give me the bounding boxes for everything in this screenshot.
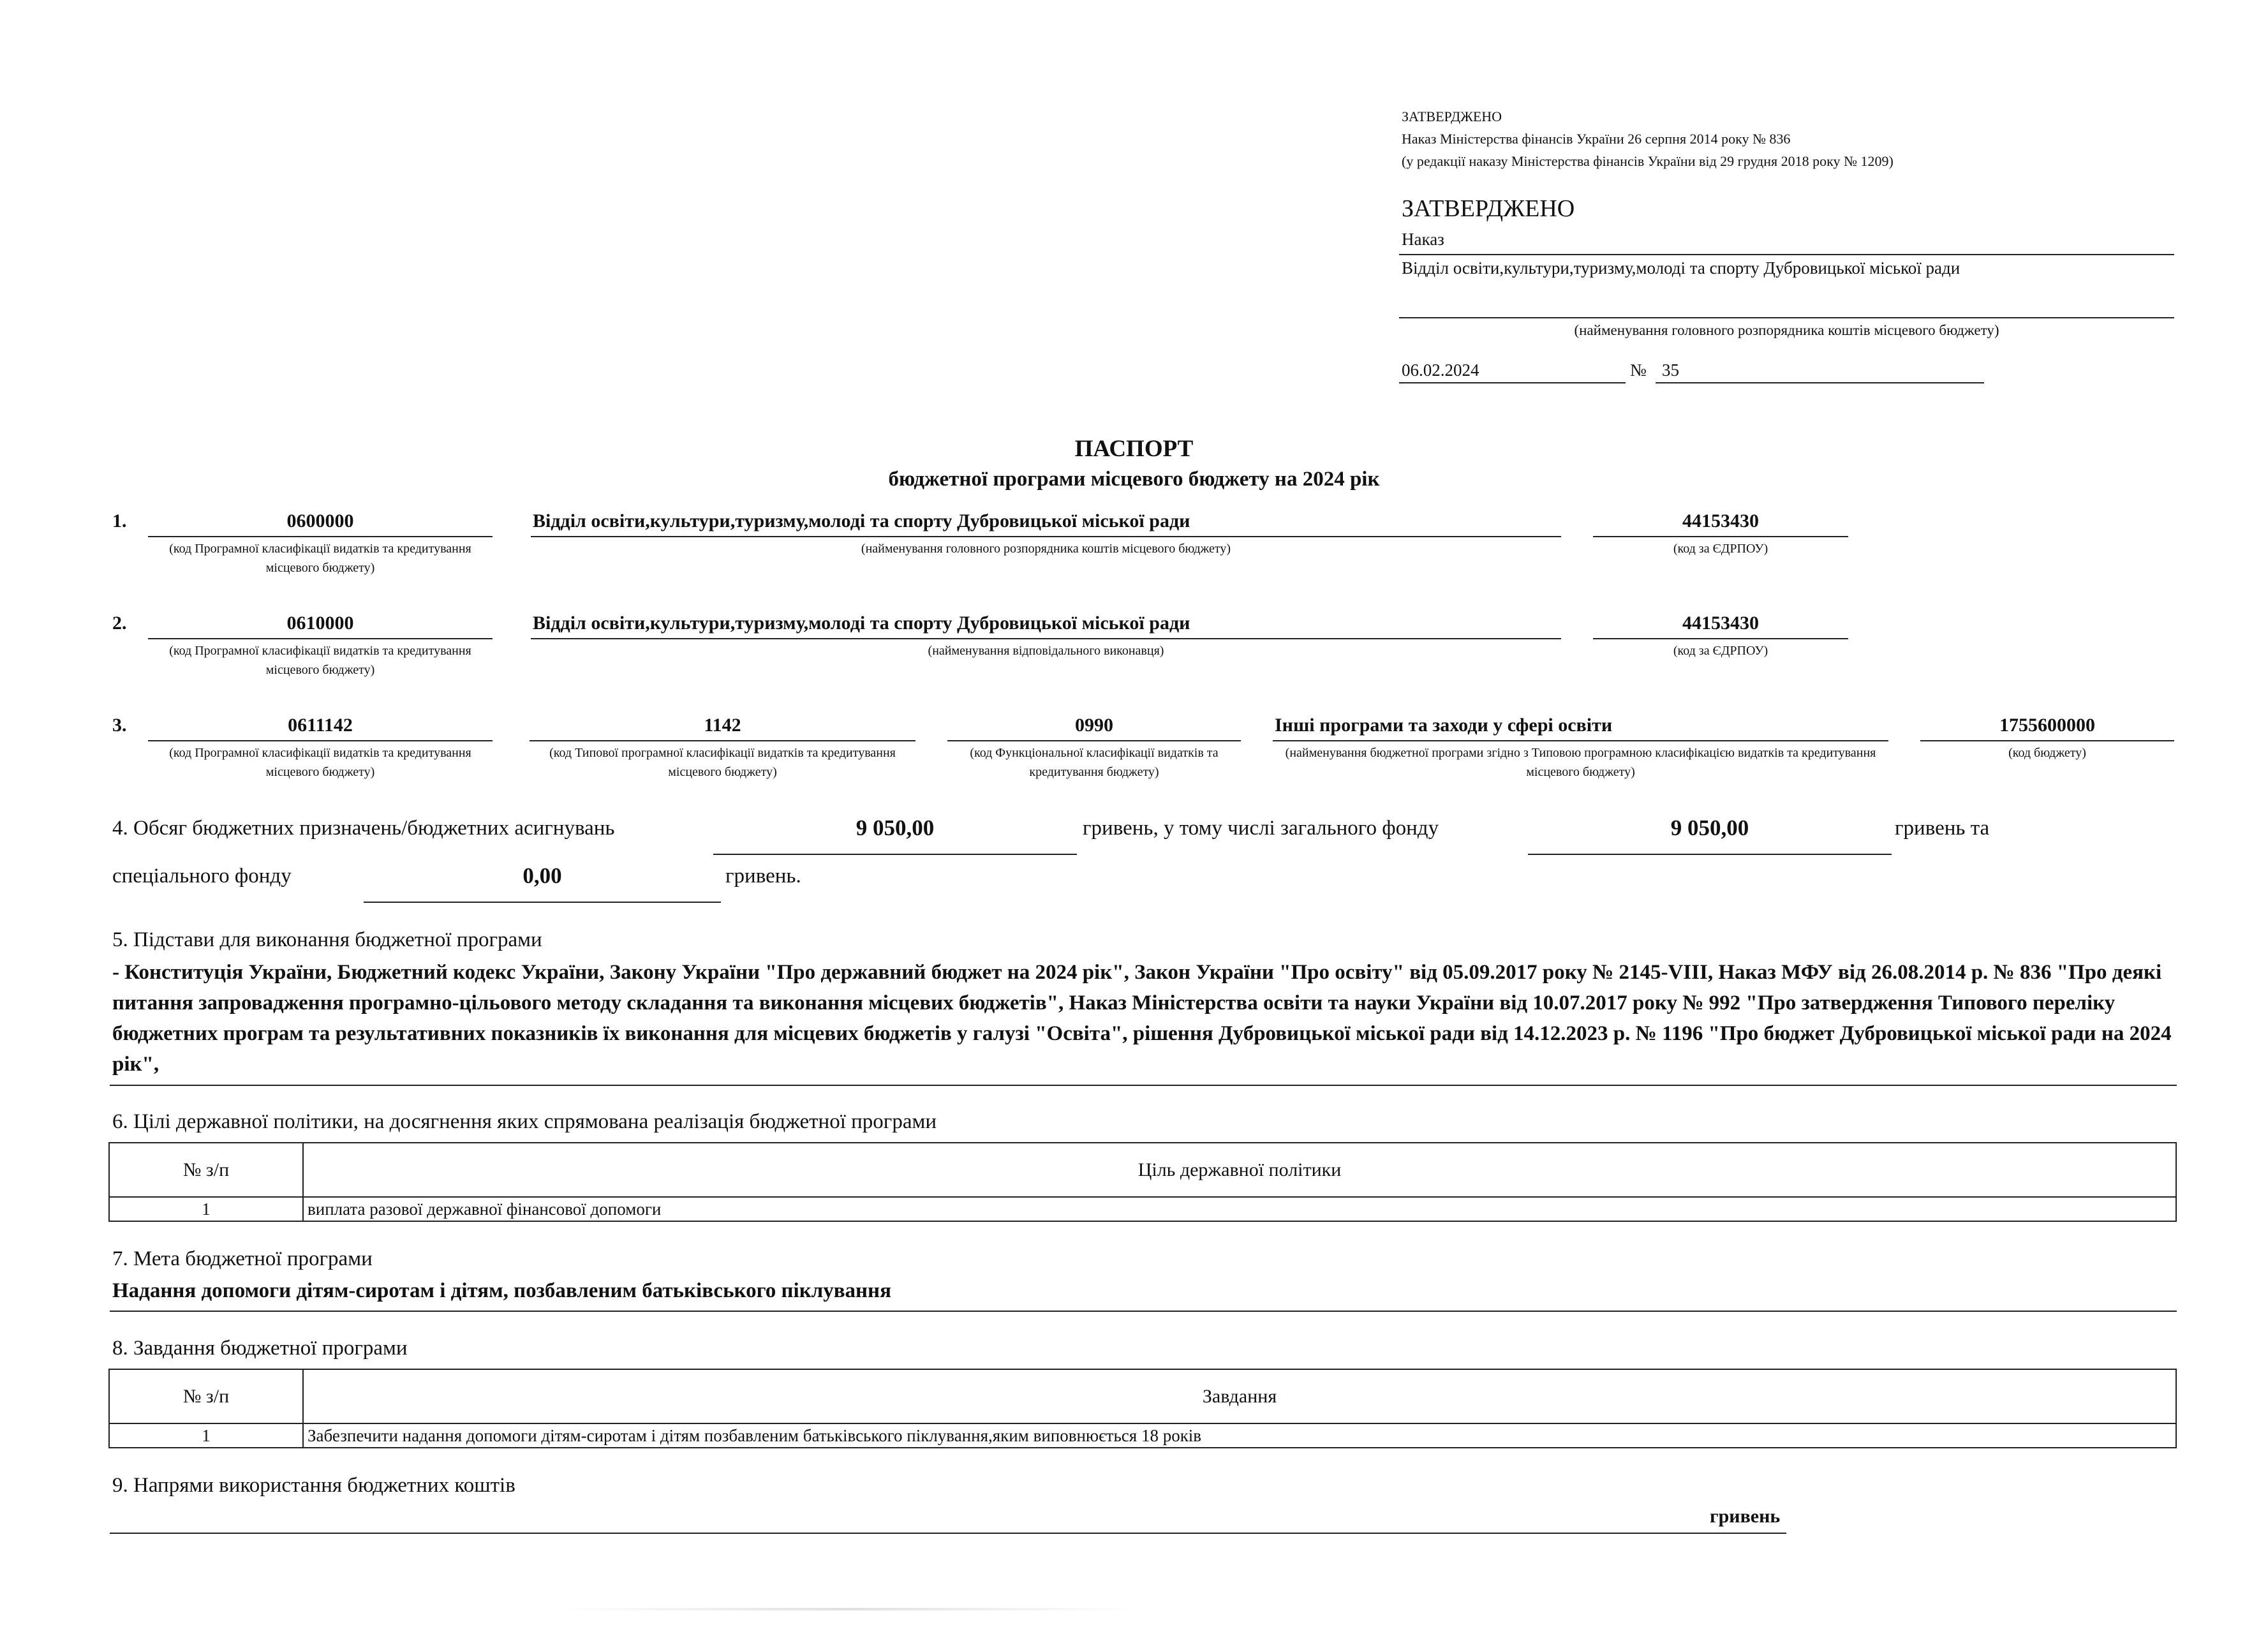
- page-title: ПАСПОРТ: [1074, 436, 1194, 462]
- row3-budget-line: [1920, 740, 2174, 741]
- row1-name-line: [531, 536, 1561, 537]
- row3-budget-code: 1755600000: [1999, 715, 2095, 736]
- row2-code-line: [148, 638, 493, 639]
- row3-typical-code: 1142: [704, 715, 741, 736]
- tasks-col-task: Завдання: [303, 1369, 2176, 1423]
- row3-program-name: Інші програми та заходи у сфері освіти: [1275, 715, 1613, 736]
- approval-caption: (найменування головного розпорядника коштів місцевого бюджету): [1574, 322, 1999, 338]
- approval-number-line: [1656, 382, 1984, 383]
- row3-func-line: [947, 740, 1241, 741]
- row3-budget-caption: (код бюджету): [2008, 746, 2086, 760]
- section7-heading: 7. Мета бюджетної програми: [112, 1247, 373, 1270]
- section4-special: 0,00: [523, 863, 562, 888]
- approval-number-label: №: [1630, 360, 1647, 380]
- section9-unit: гривень: [1710, 1506, 1781, 1527]
- goals-table-header: [109, 1143, 2176, 1197]
- row1-code-line: [148, 536, 493, 537]
- row2-number: 2.: [112, 613, 127, 634]
- goals-row-text: виплата разової державної фінансової допомоги: [303, 1197, 2176, 1221]
- row3-number: 3.: [112, 715, 127, 736]
- approval-order-line: [1399, 254, 2174, 255]
- approval-order: Наказ: [1402, 230, 1444, 249]
- section4-special-tail: гривень.: [725, 865, 801, 888]
- row2-name-line: [531, 638, 1561, 639]
- section9-heading: 9. Напрями використання бюджетних коштів: [112, 1474, 515, 1497]
- section4-special-label: спеціального фонду: [112, 865, 292, 888]
- tasks-table-header: [109, 1369, 2176, 1423]
- approval-org-line: [1399, 317, 2174, 318]
- section4-general: 9 050,00: [1670, 815, 1749, 840]
- approval-header-line3: (у редакції наказу Міністерства фінансів України від 29 грудня 2018 року № 1209): [1402, 153, 1894, 169]
- section7-line: [110, 1311, 2177, 1312]
- table-row: [109, 1423, 2176, 1448]
- row3-code-line: [148, 740, 493, 741]
- section5-heading: 5. Підстави для виконання бюджетної програми: [112, 928, 542, 951]
- approval-date: 06.02.2024: [1402, 360, 1479, 380]
- approval-title: ЗАТВЕРДЖЕНО: [1402, 195, 1575, 222]
- scan-artifact: [561, 1608, 1136, 1610]
- tasks-row-text: Забезпечити надання допомоги дітям-сиротам і дітям позбавленим батьківського піклування,яким виповнюється 18 років: [303, 1423, 2176, 1448]
- tasks-table: [108, 1369, 2177, 1448]
- section8-heading: 8. Завдання бюджетної програми: [112, 1337, 408, 1360]
- row1-edrpou-caption: (код за ЄДРПОУ): [1673, 542, 1768, 556]
- row1-number: 1.: [112, 510, 127, 531]
- row3-typical-caption: (код Типової програмної класифікації видатків та кредитування місцевого бюджету): [549, 746, 896, 779]
- row3-code: 0611142: [288, 715, 353, 736]
- goals-col-num: № з/п: [109, 1143, 303, 1197]
- section4-total: 9 050,00: [856, 815, 935, 840]
- row3-func-code: 0990: [1075, 715, 1113, 736]
- row3-func-caption: (код Функціональної класифікації видатків та кредитування бюджету): [970, 746, 1219, 779]
- section4-special-line: [364, 902, 721, 903]
- table-row: [109, 1197, 2176, 1221]
- section6-heading: 6. Цілі державної політики, на досягнення яких спрямована реалізація бюджетної програми: [112, 1110, 937, 1133]
- section7-text: Надання допомоги дітям-сиротам і дітям, позбавленим батьківського піклування: [112, 1279, 891, 1302]
- row3-name-line: [1273, 740, 1888, 741]
- section4-mid-text: гривень, у тому числі загального фонду: [1083, 817, 1439, 840]
- approval-number: 35: [1662, 360, 1679, 380]
- tasks-col-num: № з/п: [109, 1369, 303, 1423]
- row2-edrpou: 44153430: [1682, 613, 1759, 634]
- row2-edrpou-line: [1593, 638, 1848, 639]
- section4-label: 4. Обсяг бюджетних призначень/бюджетних асигнувань: [112, 817, 615, 840]
- row2-edrpou-caption: (код за ЄДРПОУ): [1673, 644, 1768, 658]
- row2-code: 0610000: [286, 613, 354, 634]
- approval-header-line2: Наказ Міністерства фінансів України 26 серпня 2014 року № 836: [1402, 131, 1791, 147]
- section5-line: [110, 1085, 2177, 1086]
- section4-general-line: [1528, 854, 1892, 855]
- row1-edrpou: 44153430: [1682, 510, 1759, 531]
- row1-code: 0600000: [286, 510, 354, 531]
- row3-typical-line: [530, 740, 915, 741]
- row1-code-caption: (код Програмної класифікації видатків та кредитування місцевого бюджету): [169, 542, 471, 575]
- goals-row-num: 1: [109, 1197, 303, 1221]
- section4-tail: гривень та: [1895, 817, 1990, 840]
- approval-header-line1: ЗАТВЕРДЖЕНО: [1402, 108, 1502, 124]
- row3-code-caption: (код Програмної класифікації видатків та кредитування місцевого бюджету): [169, 746, 471, 779]
- section9-line: [110, 1533, 1786, 1534]
- tasks-row-num: 1: [109, 1423, 303, 1448]
- goals-table: [108, 1142, 2177, 1222]
- approval-date-line: [1399, 382, 1626, 383]
- goals-col-goal: Ціль державної політики: [303, 1143, 2176, 1197]
- row2-name-caption: (найменування відповідального виконавця): [928, 644, 1164, 658]
- section4-total-line: [713, 854, 1077, 855]
- row2-name: Відділ освіти,культури,туризму,молоді та спорту Дубровицької міської ради: [533, 613, 1190, 634]
- row1-name-caption: (найменування головного розпорядника коштів місцевого бюджету): [861, 542, 1231, 556]
- row2-code-caption: (код Програмної класифікації видатків та кредитування місцевого бюджету): [169, 644, 471, 677]
- page-subtitle: бюджетної програми місцевого бюджету на 2024 рік: [888, 468, 1380, 491]
- row1-name: Відділ освіти,культури,туризму,молоді та спорту Дубровицької міської ради: [533, 510, 1190, 531]
- row3-name-caption: (найменування бюджетної програми згідно з Типовою програмною класифікацією видатків та кредитування місцевого бюджету): [1285, 746, 1876, 779]
- row1-edrpou-line: [1593, 536, 1848, 537]
- approval-organization: Відділ освіти,культури,туризму,молоді та спорту Дубровицької міської ради: [1402, 258, 1960, 278]
- section5-text: - Конституція України, Бюджетний кодекс України, Закону України "Про державний бюджет на 2024 рік", Закон України "Про освіту" від 05.09.2017 року № 2145-VIII, Наказ МФУ від 26.08.2014 р. № 836 "Про деякі питання запровадження програмно-цільового методу складання та виконання місцевих бюджетів", Наказ Міністерства освіти та науки України від 10.07.2017 року № 992 "Про затвердження Типового переліку бюджетних програм та результативних показників їх виконання для місцевих бюджетів у галузі "Освіта", рішення Дубровицької міської ради від 14.12.2023 р. № 1196 "Про бюджет Дубровицької міської ради на 2024 рік",: [112, 961, 2172, 1076]
